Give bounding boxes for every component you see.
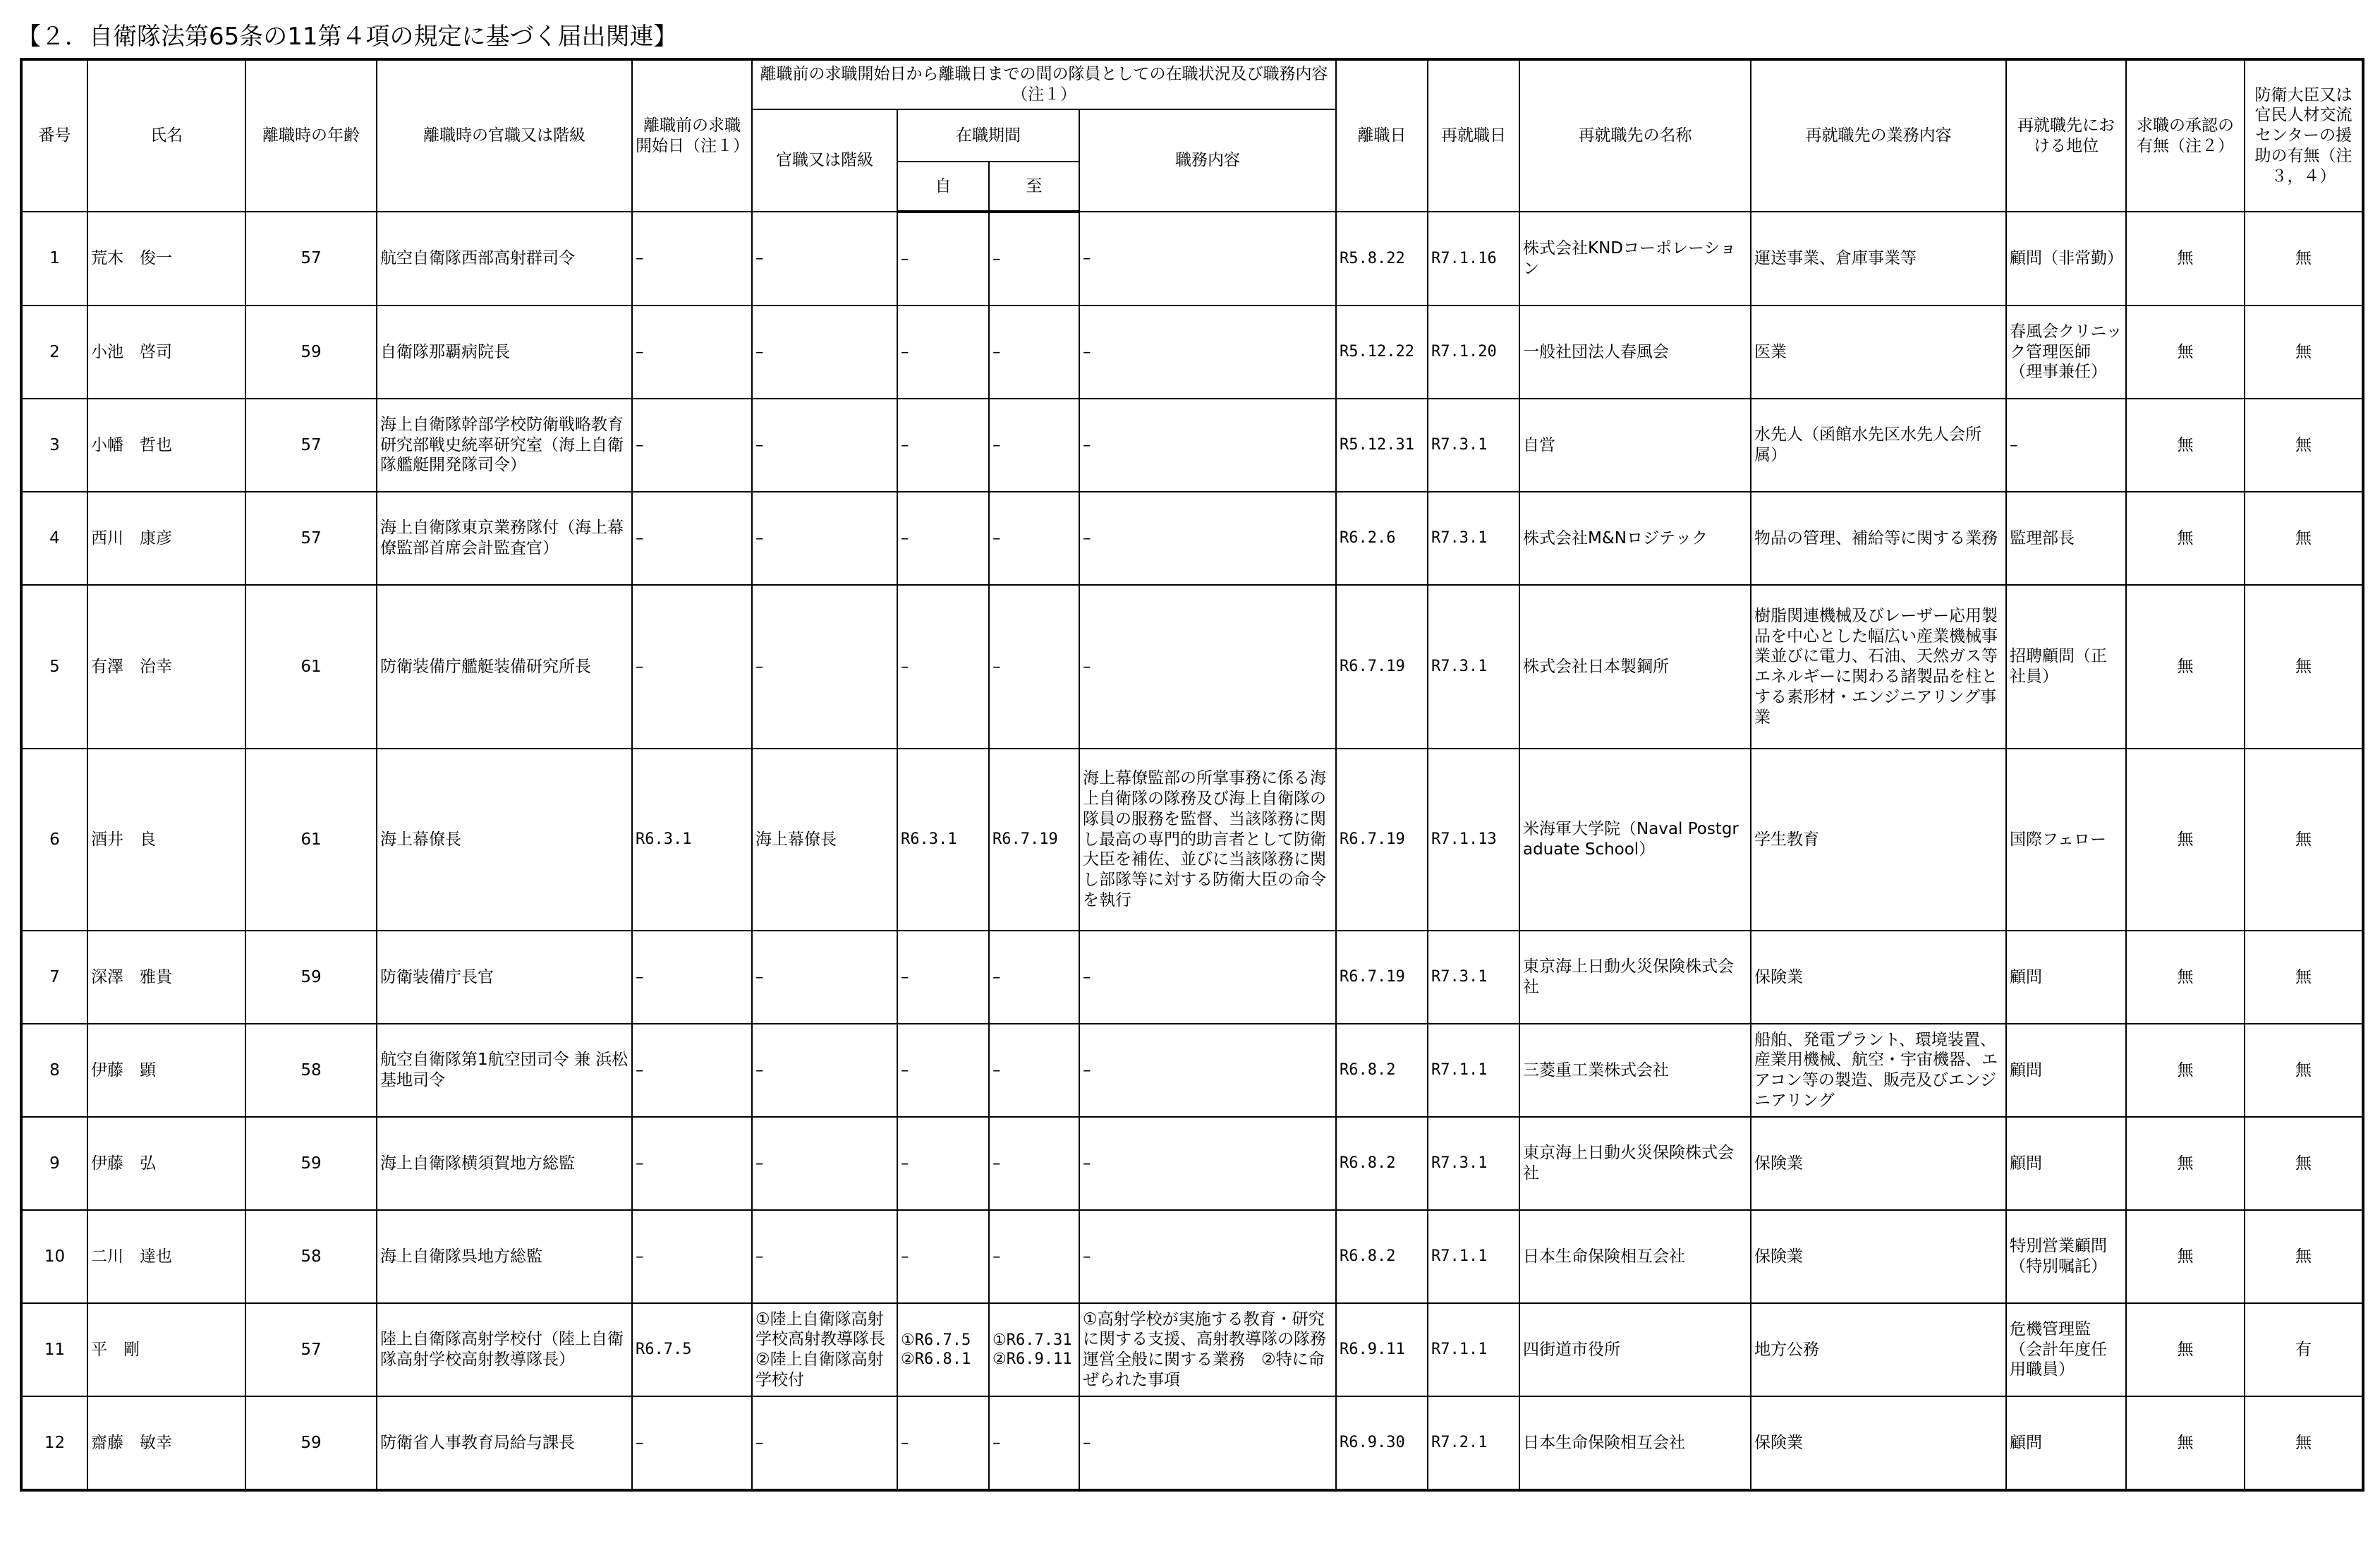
cell-reemploy: R7.1.1	[1428, 1303, 1519, 1396]
cell-no: 2	[21, 306, 87, 399]
cell-status-position: –	[752, 492, 897, 585]
cell-search-start: –	[632, 492, 752, 585]
table-row	[21, 399, 2363, 492]
cell-employer-position: 顧問	[2006, 1024, 2126, 1117]
cell-no: 3	[21, 399, 87, 492]
cell-from: –	[897, 492, 989, 585]
cell-age: 57	[245, 1303, 377, 1396]
cell-support: 無	[2245, 1117, 2363, 1210]
cell-business: 物品の管理、補給等に関する業務	[1751, 492, 2006, 585]
cell-search-start: R6.3.1	[632, 749, 752, 931]
header-age: 離職時の年齢	[245, 59, 377, 212]
cell-business: 樹脂関連機械及びレーザー応用製品を中心とした幅広い産業機械事業並びに電力、石油、天然ガス等エネルギーに関わる諸製品を柱とする素形材・エンジニアリング事業	[1751, 585, 2006, 749]
cell-status-position: –	[752, 306, 897, 399]
cell-status-position: –	[752, 399, 897, 492]
cell-to: –	[989, 399, 1079, 492]
cell-approval: 無	[2126, 585, 2245, 749]
cell-status-position: –	[752, 1024, 897, 1117]
cell-approval: 無	[2126, 931, 2245, 1024]
cell-no: 8	[21, 1024, 87, 1117]
cell-employer: 株式会社日本製鋼所	[1519, 585, 1751, 749]
cell-retire: R6.7.19	[1336, 931, 1428, 1024]
cell-search-start: –	[632, 399, 752, 492]
cell-from: –	[897, 1024, 989, 1117]
cell-search-start: –	[632, 1117, 752, 1210]
cell-to: –	[989, 585, 1079, 749]
cell-approval: 無	[2126, 1117, 2245, 1210]
cell-to: ①R6.7.31 ②R6.9.11	[989, 1303, 1079, 1396]
cell-support: 無	[2245, 1210, 2363, 1303]
header-duties: 職務内容	[1079, 109, 1336, 212]
cell-reemploy: R7.1.20	[1428, 306, 1519, 399]
cell-approval: 無	[2126, 1210, 2245, 1303]
cell-from: –	[897, 212, 989, 306]
cell-employer-position: 特別営業顧問（特別嘱託）	[2006, 1210, 2126, 1303]
cell-duties: –	[1079, 399, 1336, 492]
cell-employer-position: 監理部長	[2006, 492, 2126, 585]
cell-status-position: –	[752, 1396, 897, 1490]
header-no: 番号	[21, 59, 87, 212]
cell-to: –	[989, 1396, 1079, 1490]
cell-name: 小幡 哲也	[87, 399, 245, 492]
cell-from: –	[897, 1210, 989, 1303]
cell-position: 防衛装備庁長官	[377, 931, 632, 1024]
cell-no: 4	[21, 492, 87, 585]
cell-name: 二川 達也	[87, 1210, 245, 1303]
cell-retire: R6.8.2	[1336, 1117, 1428, 1210]
cell-name: 酒井 良	[87, 749, 245, 931]
cell-no: 5	[21, 585, 87, 749]
cell-name: 伊藤 顕	[87, 1024, 245, 1117]
cell-support: 無	[2245, 931, 2363, 1024]
cell-duties: –	[1079, 1024, 1336, 1117]
cell-to: –	[989, 1024, 1079, 1117]
cell-reemploy: R7.3.1	[1428, 1117, 1519, 1210]
cell-search-start: –	[632, 212, 752, 306]
table-row	[21, 212, 2363, 306]
cell-duties: –	[1079, 931, 1336, 1024]
cell-reemploy: R7.3.1	[1428, 399, 1519, 492]
cell-position: 陸上自衛隊高射学校付（陸上自衛隊高射学校高射教導隊長）	[377, 1303, 632, 1396]
header-position: 離職時の官職又は階級	[377, 59, 632, 212]
table-row	[21, 1024, 2363, 1117]
cell-employer: 日本生命保険相互会社	[1519, 1210, 1751, 1303]
table-row	[21, 1303, 2363, 1396]
cell-employer-position: 招聘顧問（正社員）	[2006, 585, 2126, 749]
cell-employer: 日本生命保険相互会社	[1519, 1396, 1751, 1490]
cell-name: 小池 啓司	[87, 306, 245, 399]
cell-approval: 無	[2126, 749, 2245, 931]
cell-from: –	[897, 585, 989, 749]
cell-retire: R6.2.6	[1336, 492, 1428, 585]
cell-employer-position: 顧問	[2006, 1117, 2126, 1210]
cell-reemploy: R7.3.1	[1428, 492, 1519, 585]
cell-reemploy: R7.2.1	[1428, 1396, 1519, 1490]
table-row	[21, 306, 2363, 399]
cell-position: 自衛隊那覇病院長	[377, 306, 632, 399]
cell-no: 11	[21, 1303, 87, 1396]
cell-duties: –	[1079, 585, 1336, 749]
table-body	[21, 212, 2363, 1490]
cell-search-start: –	[632, 931, 752, 1024]
cell-business: 運送事業、倉庫事業等	[1751, 212, 2006, 306]
cell-employer-position: –	[2006, 399, 2126, 492]
cell-support: 無	[2245, 212, 2363, 306]
cell-name: 荒木 俊一	[87, 212, 245, 306]
cell-employer: 東京海上日動火災保険株式会社	[1519, 1117, 1751, 1210]
cell-from: –	[897, 1117, 989, 1210]
cell-approval: 無	[2126, 1396, 2245, 1490]
cell-duties: 海上幕僚監部の所掌事務に係る海上自衛隊の隊務及び海上自衛隊の隊員の服務を監督、当該隊務に関し最高の専門的助言者として防衛大臣を補佐、並びに当該隊務に関し部隊等に対する防衛大臣の命令を執行	[1079, 749, 1336, 931]
cell-search-start: –	[632, 1024, 752, 1117]
cell-business: 学生教育	[1751, 749, 2006, 931]
cell-employer-position: 危機管理監（会計年度任用職員）	[2006, 1303, 2126, 1396]
table-row	[21, 585, 2363, 749]
cell-search-start: R6.7.5	[632, 1303, 752, 1396]
cell-age: 59	[245, 931, 377, 1024]
header-retire-date: 離職日	[1336, 59, 1428, 212]
header-business: 再就職先の業務内容	[1751, 59, 2006, 212]
cell-duties: –	[1079, 1117, 1336, 1210]
header-period-from: 自	[897, 162, 989, 212]
header-reemploy-date: 再就職日	[1428, 59, 1519, 212]
cell-status-position: –	[752, 585, 897, 749]
cell-business: 船舶、発電プラント、環境装置、産業用機械、航空・宇宙機器、エアコン等の製造、販売及びエンジニアリング	[1751, 1024, 2006, 1117]
cell-search-start: –	[632, 1210, 752, 1303]
cell-employer: 三菱重工業株式会社	[1519, 1024, 1751, 1117]
cell-support: 無	[2245, 399, 2363, 492]
cell-position: 防衛省人事教育局給与課長	[377, 1396, 632, 1490]
cell-name: 深澤 雅貴	[87, 931, 245, 1024]
cell-to: –	[989, 931, 1079, 1024]
cell-to: –	[989, 492, 1079, 585]
cell-approval: 無	[2126, 399, 2245, 492]
header-center-support: 防衛大臣又は官民人材交流センターの援助の有無（注３，４）	[2245, 59, 2363, 212]
cell-name: 伊藤 弘	[87, 1117, 245, 1210]
cell-status-position: ①陸上自衛隊高射学校高射教導隊長 ②陸上自衛隊高射学校付	[752, 1303, 897, 1396]
cell-no: 10	[21, 1210, 87, 1303]
cell-employer-position: 春風会クリニック管理医師（理事兼任）	[2006, 306, 2126, 399]
cell-employer-position: 国際フェロー	[2006, 749, 2126, 931]
cell-retire: R5.12.22	[1336, 306, 1428, 399]
cell-age: 61	[245, 749, 377, 931]
header-approval: 求職の承認の有無（注２）	[2126, 59, 2245, 212]
cell-support: 無	[2245, 585, 2363, 749]
cell-to: R6.7.19	[989, 749, 1079, 931]
cell-employer: 自営	[1519, 399, 1751, 492]
cell-position: 航空自衛隊第1航空団司令 兼 浜松基地司令	[377, 1024, 632, 1117]
cell-to: –	[989, 212, 1079, 306]
cell-age: 57	[245, 492, 377, 585]
table-row	[21, 1396, 2363, 1490]
cell-business: 水先人（函館水先区水先人会所属）	[1751, 399, 2006, 492]
disclosure-table	[20, 58, 2364, 1492]
cell-status-position: –	[752, 1117, 897, 1210]
cell-business: 保険業	[1751, 931, 2006, 1024]
cell-position: 海上自衛隊東京業務隊付（海上幕僚監部首席会計監査官）	[377, 492, 632, 585]
cell-retire: R5.8.22	[1336, 212, 1428, 306]
cell-position: 防衛装備庁艦艇装備研究所長	[377, 585, 632, 749]
cell-duties: –	[1079, 1210, 1336, 1303]
cell-search-start: –	[632, 585, 752, 749]
cell-no: 9	[21, 1117, 87, 1210]
cell-age: 59	[245, 1117, 377, 1210]
table-row	[21, 1210, 2363, 1303]
cell-support: 無	[2245, 492, 2363, 585]
cell-retire: R6.9.11	[1336, 1303, 1428, 1396]
cell-from: –	[897, 306, 989, 399]
cell-status-position: –	[752, 1210, 897, 1303]
cell-status-position: –	[752, 212, 897, 306]
cell-employer: 米海軍大学院（Naval Postgraduate School）	[1519, 749, 1751, 931]
cell-duties: ①高射学校が実施する教育・研究に関する支援、高射教導隊の隊務運営全般に関する業務 ②特に命ぜられた事項	[1079, 1303, 1336, 1396]
cell-employer-position: 顧問	[2006, 931, 2126, 1024]
cell-from: –	[897, 1396, 989, 1490]
cell-to: –	[989, 1210, 1079, 1303]
cell-position: 航空自衛隊西部高射群司令	[377, 212, 632, 306]
cell-age: 59	[245, 1396, 377, 1490]
cell-reemploy: R7.3.1	[1428, 931, 1519, 1024]
cell-reemploy: R7.1.1	[1428, 1210, 1519, 1303]
cell-business: 保険業	[1751, 1396, 2006, 1490]
cell-approval: 無	[2126, 1303, 2245, 1396]
cell-employer-position: 顧問（非常勤）	[2006, 212, 2126, 306]
cell-no: 1	[21, 212, 87, 306]
header-name: 氏名	[87, 59, 245, 212]
cell-business: 保険業	[1751, 1117, 2006, 1210]
cell-approval: 無	[2126, 212, 2245, 306]
cell-duties: –	[1079, 212, 1336, 306]
cell-age: 57	[245, 399, 377, 492]
cell-age: 58	[245, 1024, 377, 1117]
cell-no: 12	[21, 1396, 87, 1490]
header-period-to: 至	[989, 162, 1079, 212]
cell-retire: R5.12.31	[1336, 399, 1428, 492]
cell-position: 海上自衛隊横須賀地方総監	[377, 1117, 632, 1210]
cell-age: 57	[245, 212, 377, 306]
table-row	[21, 749, 2363, 931]
cell-name: 平 剛	[87, 1303, 245, 1396]
cell-retire: R6.8.2	[1336, 1024, 1428, 1117]
cell-name: 齋藤 敏幸	[87, 1396, 245, 1490]
cell-support: 無	[2245, 306, 2363, 399]
header-employer: 再就職先の名称	[1519, 59, 1751, 212]
cell-approval: 無	[2126, 306, 2245, 399]
table-row	[21, 1117, 2363, 1210]
cell-name: 西川 康彦	[87, 492, 245, 585]
header-job-search-start: 離職前の求職開始日（注１）	[632, 59, 752, 212]
cell-position: 海上幕僚長	[377, 749, 632, 931]
cell-business: 保険業	[1751, 1210, 2006, 1303]
cell-employer: 株式会社M&Nロジテック	[1519, 492, 1751, 585]
cell-status-position: 海上幕僚長	[752, 749, 897, 931]
cell-duties: –	[1079, 1396, 1336, 1490]
cell-no: 7	[21, 931, 87, 1024]
cell-employer: 一般社団法人春風会	[1519, 306, 1751, 399]
cell-age: 58	[245, 1210, 377, 1303]
cell-reemploy: R7.1.1	[1428, 1024, 1519, 1117]
table-row	[21, 492, 2363, 585]
cell-employer: 株式会社KNDコーポレーション	[1519, 212, 1751, 306]
cell-status-position: –	[752, 931, 897, 1024]
cell-position: 海上自衛隊呉地方総監	[377, 1210, 632, 1303]
cell-age: 59	[245, 306, 377, 399]
cell-to: –	[989, 1117, 1079, 1210]
cell-search-start: –	[632, 1396, 752, 1490]
cell-business: 地方公務	[1751, 1303, 2006, 1396]
cell-search-start: –	[632, 306, 752, 399]
header-employer-position: 再就職先における地位	[2006, 59, 2126, 212]
cell-reemploy: R7.1.16	[1428, 212, 1519, 306]
cell-employer-position: 顧問	[2006, 1396, 2126, 1490]
cell-from: –	[897, 931, 989, 1024]
cell-retire: R6.8.2	[1336, 1210, 1428, 1303]
header-period: 在職期間	[897, 109, 1079, 162]
table-row	[21, 931, 2363, 1024]
cell-employer: 四街道市役所	[1519, 1303, 1751, 1396]
cell-from: R6.3.1	[897, 749, 989, 931]
page-title: 【２．自衛隊法第65条の11第４項の規定に基づく届出関連】	[17, 23, 678, 51]
cell-reemploy: R7.1.13	[1428, 749, 1519, 931]
cell-to: –	[989, 306, 1079, 399]
cell-approval: 無	[2126, 1024, 2245, 1117]
cell-support: 無	[2245, 1024, 2363, 1117]
cell-reemploy: R7.3.1	[1428, 585, 1519, 749]
cell-retire: R6.7.19	[1336, 749, 1428, 931]
cell-approval: 無	[2126, 492, 2245, 585]
header-status-position: 官職又は階級	[752, 109, 897, 212]
cell-from: ①R6.7.5 ②R6.8.1	[897, 1303, 989, 1396]
cell-employer: 東京海上日動火災保険株式会社	[1519, 931, 1751, 1024]
cell-retire: R6.7.19	[1336, 585, 1428, 749]
cell-age: 61	[245, 585, 377, 749]
cell-from: –	[897, 399, 989, 492]
cell-name: 有澤 治幸	[87, 585, 245, 749]
cell-duties: –	[1079, 306, 1336, 399]
cell-support: 有	[2245, 1303, 2363, 1396]
cell-position: 海上自衛隊幹部学校防衛戦略教育研究部戦史統率研究室（海上自衛隊艦艇開発隊司令）	[377, 399, 632, 492]
cell-no: 6	[21, 749, 87, 931]
cell-duties: –	[1079, 492, 1336, 585]
cell-support: 無	[2245, 749, 2363, 931]
cell-retire: R6.9.30	[1336, 1396, 1428, 1490]
cell-business: 医業	[1751, 306, 2006, 399]
cell-support: 無	[2245, 1396, 2363, 1490]
header-status-group: 離職前の求職開始日から離職日までの間の隊員としての在職状況及び職務内容（注１）	[752, 59, 1336, 109]
